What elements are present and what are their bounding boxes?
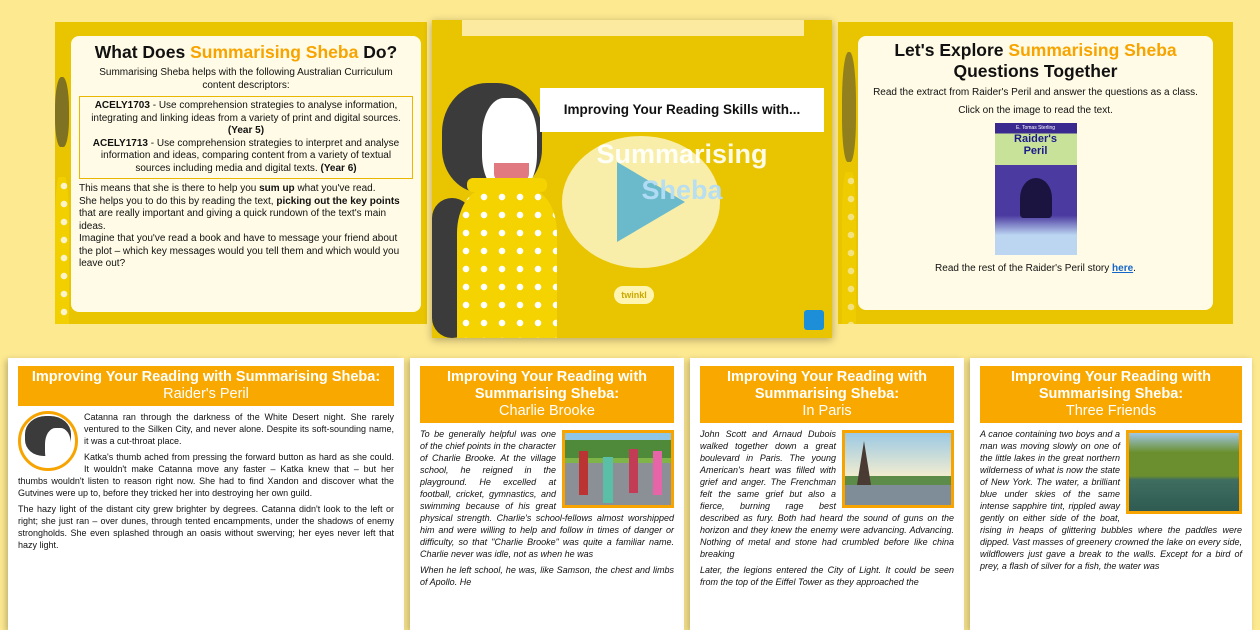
page-heading: Improving Your Reading with Summarising Sheba: Charlie Brooke [420,366,674,423]
page-charlie-brooke[interactable] [410,358,684,630]
paris-illustration [842,430,954,508]
page-raiders-peril[interactable] [8,358,404,630]
page-heading: Improving Your Reading with Summarising Sheba: Raider's Peril [18,366,394,406]
slide-title-video[interactable] [432,20,832,338]
book-cover-raiders-peril[interactable]: E. Tomas Sterling Raider's Peril [995,123,1077,255]
page-heading: Improving Your Reading with Summarising Sheba: In Paris [700,366,954,423]
playground-illustration [562,430,674,508]
banner: Improving Your Reading Skills with... [540,88,824,132]
explanation-text: This means that she is there to help you sum up what you've read. She helps you to do this by reading the text, picking out the key points that are really important and giving a quick rundown of the text's main ideas. Imagine that you've read a book and have to message your friend about the plot – which key messages would you tell them and which would you leave out? [79,183,400,269]
hooded-figure [1020,178,1052,218]
sheba-illustration [55,67,69,324]
descriptor-box [79,96,413,179]
content-panel [71,36,421,312]
twinkl-badge-icon [804,310,824,330]
slide-title: Let's Explore Summarising Sheba Questions Together [894,40,1177,81]
sheba-illustration [842,52,856,324]
page-heading: Improving Your Reading with Summarising Sheba: Three Friends [980,366,1242,423]
story-text: Catanna ran through the darkness of the White Desert night. She rarely ventured to the Silken City, and never alone. Despite its soft-sounding name, it was a cut-throat place. Katka's thumb ached from pressing the forward button as hard as she could. It wouldn't make Catanna move any faster – Katka knew that – but her thumbs wouldn't listen to reason right now. She had to find Xandon and discover what the Gutvines were up to, before they tricked her into destroying her own guild. The hazy light of the distant city grew brighter by degrees. Catanna didn't look to the left or right; she just ran – over dunes, through tented encampments, under the shadows of enemy strongholds. She even splashed through an oasis without swerving; her eyes never left that hazy light. [18,412,394,550]
slide-title: What Does Summarising Sheba Do? [94,42,398,62]
main-title: Summarising Sheba [596,139,768,205]
page-in-paris[interactable] [690,358,964,630]
twinkl-logo: twinkl [614,286,654,304]
here-link[interactable]: here [1112,263,1134,274]
sheba-portrait [18,411,78,471]
footer-text: Read the rest of the Raider's Peril story here. [935,263,1136,274]
story-text: A canoe containing two boys and a man was moving slowly on one of the little lakes in the great northern wilderness of what is now the state of New York. The water, a brilliant blue under skies of the same intense sapphire tint, rippled away gently on either side of the boat, rising in heaps of glittering bubbles where the paddles were dipped. Vast masses of greenery crowned the lake on every side, wildflowers just gave a break to the walls. Except for a bird of prey, a flash of silver for a fish, the water was [980,429,1242,571]
instruction-text: Read the extract from Raider's Peril and answer the questions as a class. [873,87,1198,98]
descriptor-item: ACELY1703 - Use comprehension strategies to analyse information, integrating and linking ideas from a variety of print and digital sources. (Year 5) [91,100,401,136]
click-instruction: Click on the image to read the text. [958,104,1113,116]
story-text: To be generally helpful was one of the chief points in the character of Charlie Brooke. At the village school, he reigned in the playground. He excelled at football, cricket, gymnastics, and swimming because of his great physical strength. Charlie's school-fellows almost worshipped him and were willing to help and follow in times of danger or difficulty, so that "Charlie Brooke" was quite a familiar name. Charlie never was idle, not as when he was When he left school, he was, like Samson, the chest and limbs of Apollo. He [420,429,674,587]
intro-text: Summarising Sheba helps with the following Australian Curriculum content descriptors: [99,67,393,91]
content-panel [858,36,1213,310]
page-three-friends[interactable] [970,358,1252,630]
top-strip [462,20,804,36]
slide-what-does-sheba-do[interactable] [55,22,427,324]
descriptor-item: ACELY1713 - Use comprehension strategies to interpret and analyse information and ideas, comparing content from a variety of textual sources including media and digital texts. (Year 6) [92,137,400,174]
story-text: John Scott and Arnaud Dubois walked together down a great boulevard in Paris. The young American's heart was filled with grief and anger. The Frenchman felt the same grief but also a fierce, burning rage best described as fury. Both had heard the sound of guns on the horizon and they knew the enemy were advancing. Advancing. Nothing of metal and stone had crumbled before like china breaking Later, the legions entered the City of Light. It could be seen from the top of the Eiffel Tower as they approached the [700,429,954,587]
lake-illustration [1126,430,1242,514]
slide-explore-questions[interactable] [838,22,1233,324]
